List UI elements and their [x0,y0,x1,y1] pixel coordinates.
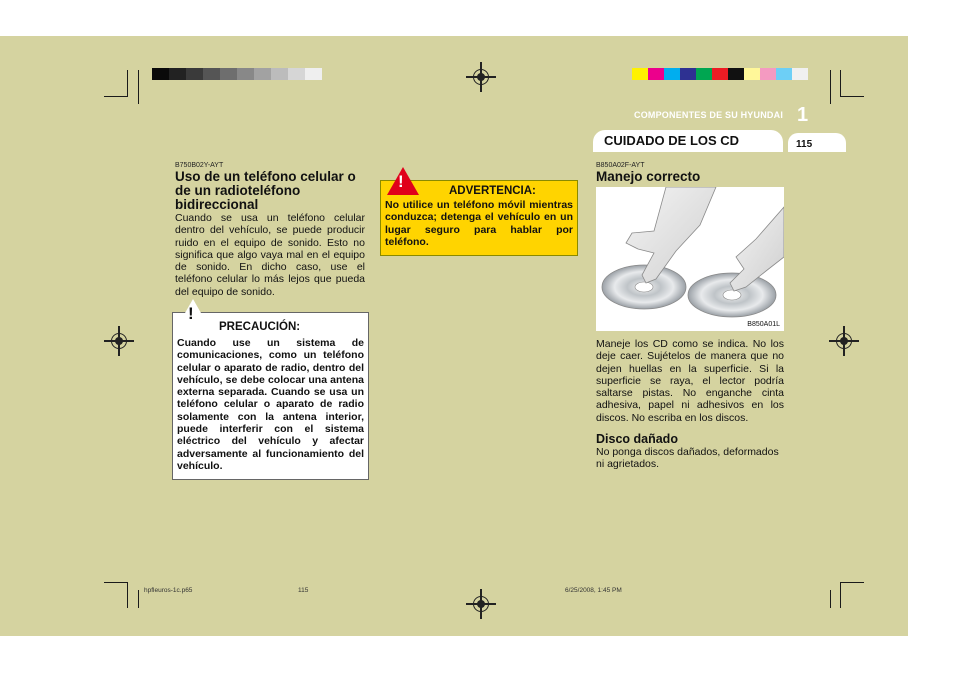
warning-box [380,172,578,256]
warning-text: No utilice un teléfono móvil mientras conduzca; detenga el vehículo en un lugar seguro para hablar por teléfono. [385,199,573,248]
right-column-text [596,338,784,471]
damaged-disc-heading: Disco dañado [596,432,678,447]
section-title: CUIDADO DE LOS CD [604,133,740,148]
page-background [0,36,908,636]
hand-right [730,207,784,291]
cd-hands-image [596,187,784,331]
warning-triangle-icon: ! [387,167,419,195]
chapter-number: 1 [797,104,809,126]
left-column [175,162,365,298]
precaution-box [172,304,369,480]
page-number: 115 [796,139,813,150]
precaution-title: PRECAUCIÓN: [219,321,301,333]
footer-page: 115 [298,587,309,594]
image-code: B850A01L [747,321,780,328]
section-label: COMPONENTES DE SU HYUNDAI [634,110,784,120]
registration-mark-icon [473,69,489,85]
section-heading: Uso de un teléfono celular o de un radioteléfono bidireccional [175,169,356,212]
section-body: Cuando se usa un teléfono celular dentro del vehículo, se puede producir ruido en el equipo de sonido. Esto no significa que algo vaya mal en el equipo de sonido. En dicho caso, use el teléfono celular lo más lejos que pueda del equipo de sonido. [175,212,365,298]
cd-disc-right [688,273,776,317]
warning-title: ADVERTENCIA: [449,185,536,197]
cd-handling-illustration [596,187,784,331]
registration-mark-icon [111,333,127,349]
section-heading: Manejo correcto [596,169,701,184]
precaution-text: Cuando use un sistema de comunicaciones, como un teléfono celular o aparato de radio, dentro del vehículo, se debe colocar una antena externa separada. Cuando se usa un teléfono celular o aparato de radio solamente con la antena interior, puede interferir con el sistema eléctrico del vehículo y afectar adversamente al funcionamiento del vehículo. [177,337,364,472]
registration-mark-icon [836,333,852,349]
registration-mark-icon [473,596,489,612]
right-column [596,162,784,184]
cd-handling-body: Maneje los CD como se indica. No los deje caer. Sujételos de manera que no dejen huellas en la superficie. Si la superficie se raya, el lector podría saltarse pistas. No enganche cinta adhesiva, papel ni adhesivos en los discos. No escriba en los discos. [596,338,784,424]
footer-date: 6/25/2008, 1:45 PM [565,587,622,594]
section-code: B750B02Y-AYT [175,162,224,169]
caution-triangle-icon: ! [177,299,209,327]
damaged-disc-body: No ponga discos dañados, deformados ni agrietados. [596,446,779,471]
footer-file: hpfleuros-1c.p65 [144,587,193,594]
section-code: B850A02F-AYT [596,162,645,169]
